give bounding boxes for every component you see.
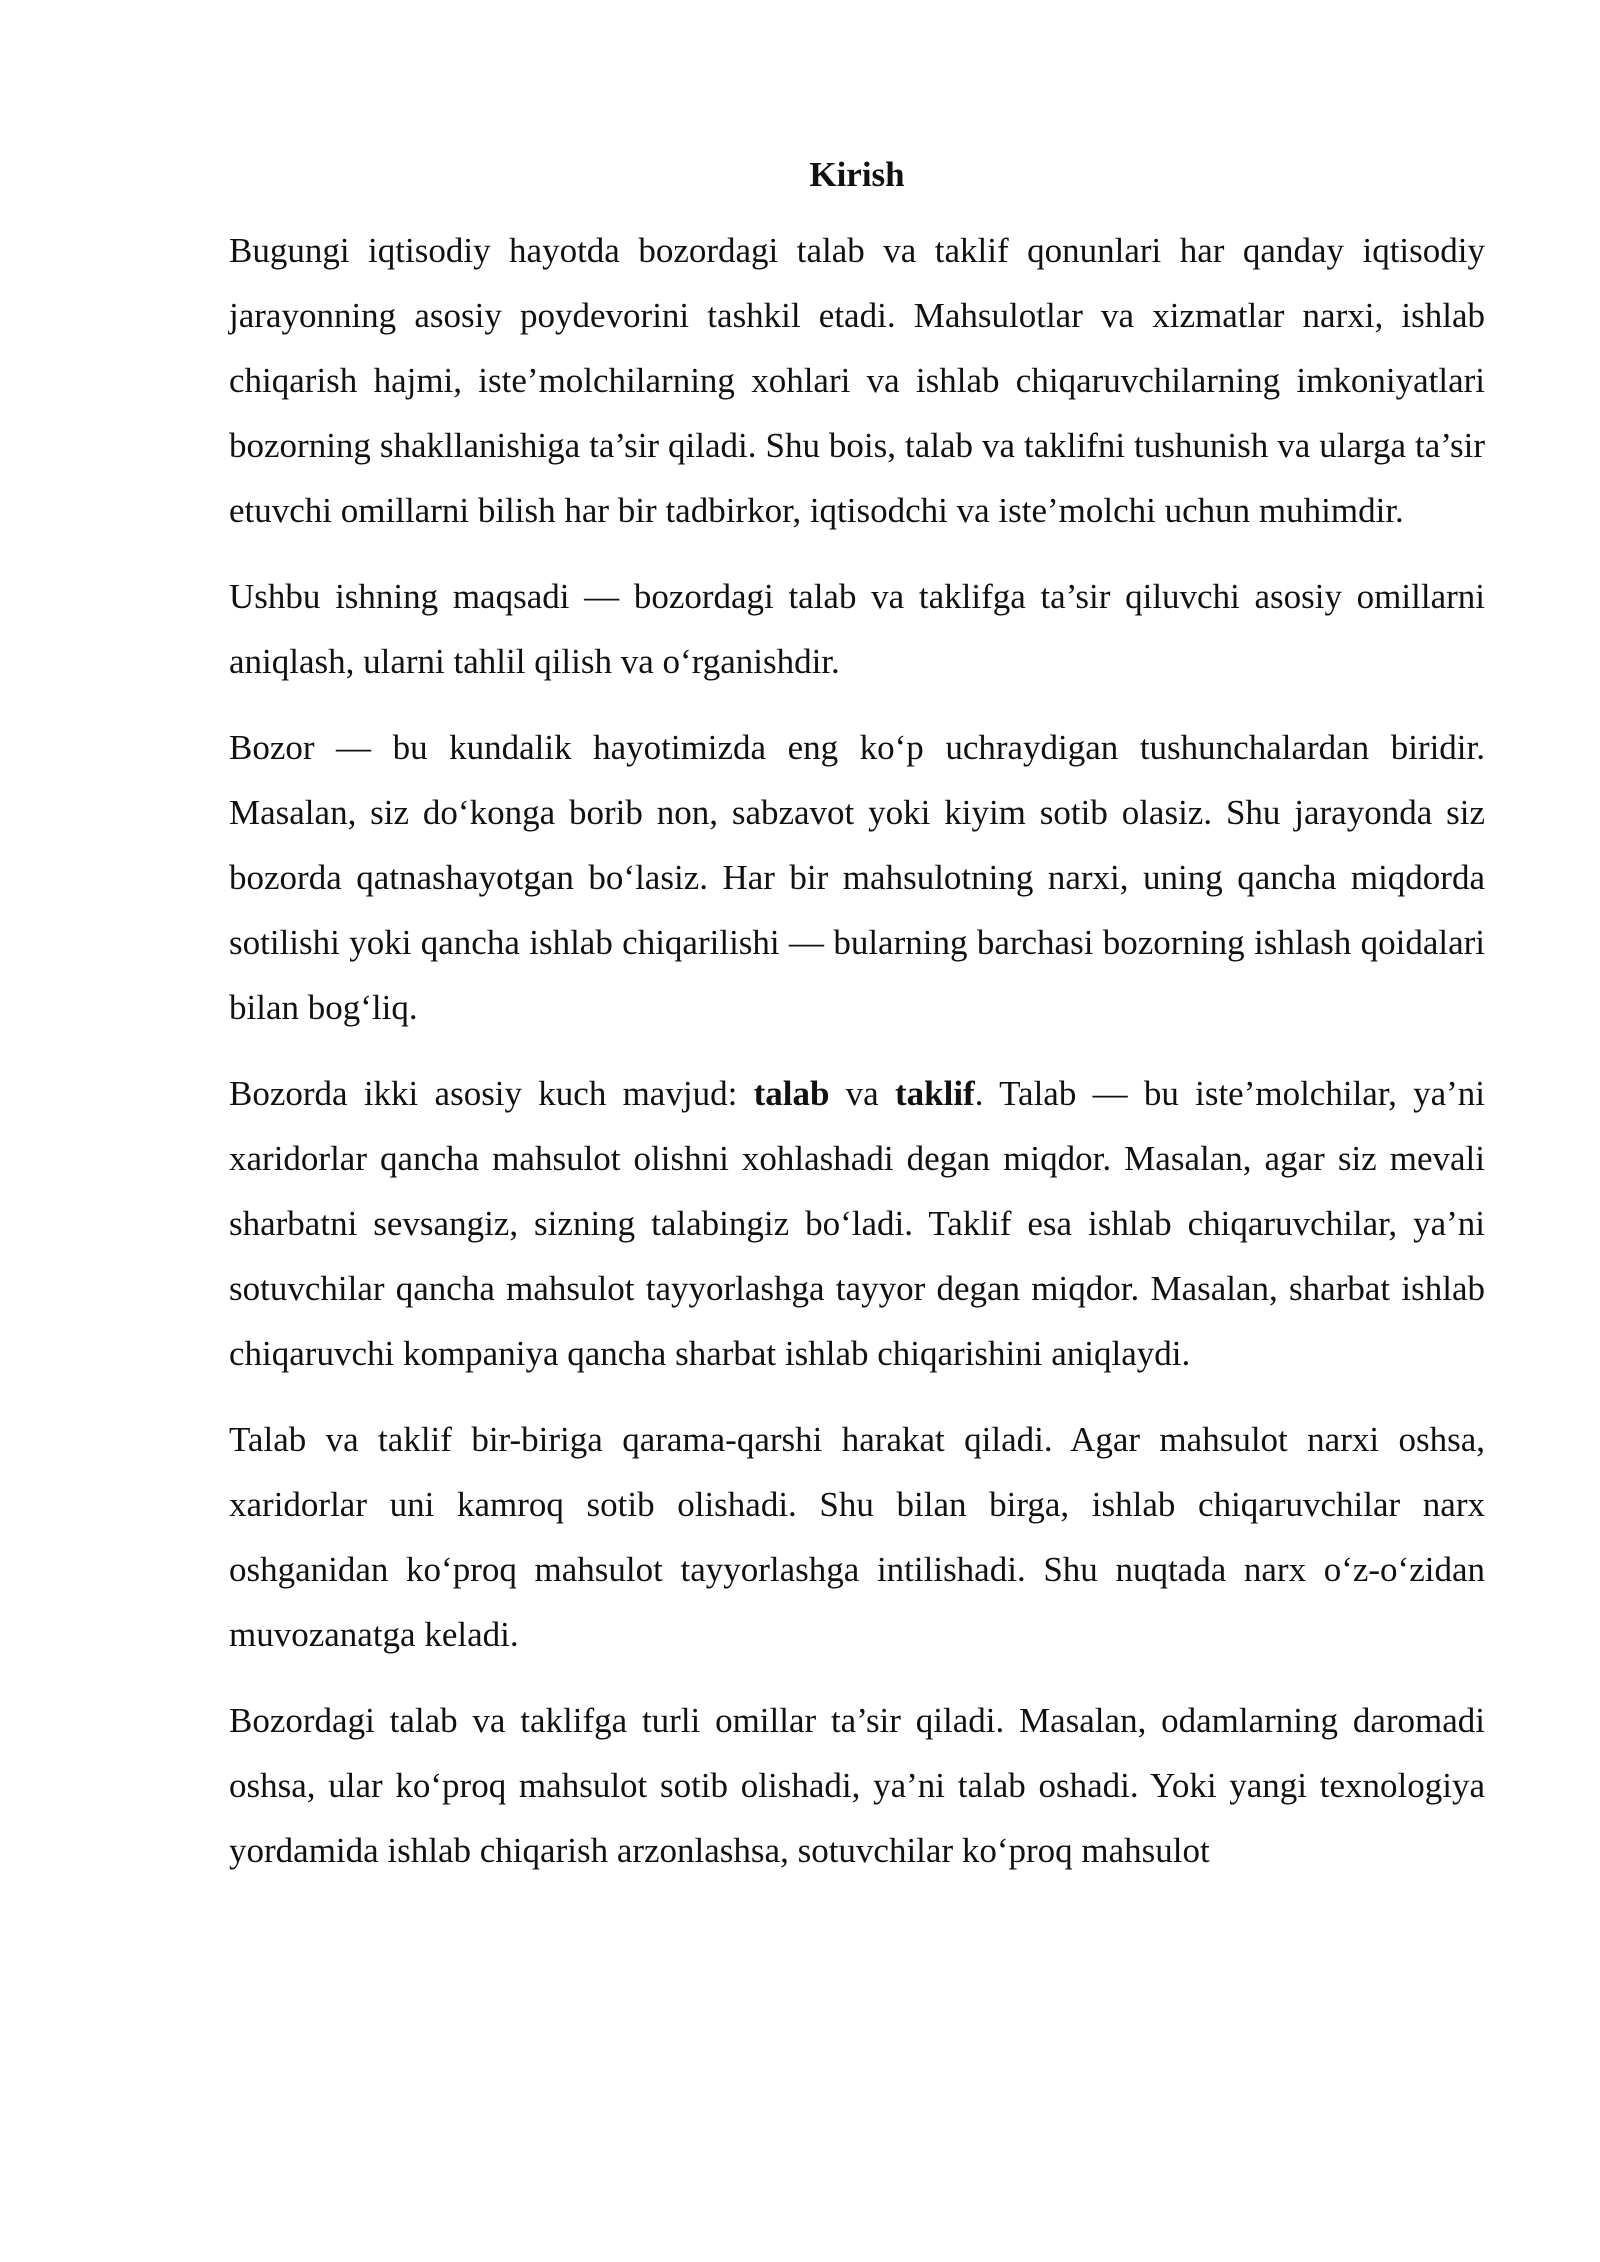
term-talab: talab bbox=[753, 1074, 830, 1113]
term-taklif: taklif bbox=[894, 1074, 975, 1113]
paragraph-forces-text-start: Bozorda ikki asosiy kuch mavjud: bbox=[229, 1074, 754, 1113]
document-body bbox=[229, 148, 1485, 1904]
paragraph-forces-text-middle: va bbox=[829, 1074, 895, 1113]
paragraph-forces-text-end: . Talab — bu iste’molchilar, ya’ni xaridorlar qancha mahsulot olishni xohlashadi degan miqdor. Masalan, agar siz mevali sharbatni sevsangiz, sizning talabingiz bo‘ladi. Taklif esa ishlab chiqaruvchilar, ya’ni sotuvchilar qancha mahsulot tayyorlashga tayyor degan miqdor. Masalan, sharbat ishlab chiqaruvchi kompaniya qancha sharbat ishlab chiqarishini aniqlaydi. bbox=[229, 1074, 1485, 1373]
paragraph-market: Bozor — bu kundalik hayotimizda eng ko‘p uchraydigan tushunchalardan biridir. Masalan, siz do‘konga borib non, sabzavot yoki kiyim sotib olasiz. Shu jarayonda siz bozorda qatnashayotgan bo‘lasiz. Har bir mahsulotning narxi, uning qancha miqdorda sotilishi yoki qancha ishlab chiqarilishi — bularning barchasi bozorning ishlash qoidalari bilan bog‘liq. bbox=[229, 728, 1485, 1027]
paragraph-opposition: Talab va taklif bir-biriga qarama-qarshi harakat qiladi. Agar mahsulot narxi oshsa, xaridorlar uni kamroq sotib olishadi. Shu bilan birga, ishlab chiqaruvchilar narx oshganidan ko‘proq mahsulot tayyorlashga intilishadi. Shu nuqtada narx o‘z-o‘zidan muvozanatga keladi. bbox=[229, 1420, 1485, 1654]
page-title: Kirish bbox=[809, 155, 905, 194]
paragraph-goal: Ushbu ishning maqsadi — bozordagi talab va taklifga ta’sir qiluvchi asosiy omillarni aniqlash, ularni tahlil qilish va o‘rganishdir. bbox=[229, 577, 1485, 681]
paragraph-forces bbox=[229, 1061, 1485, 1386]
paragraph-factors: Bozordagi talab va taklifga turli omillar ta’sir qiladi. Masalan, odamlarning daromadi oshsa, ular ko‘proq mahsulot sotib olishadi, ya’ni talab oshadi. Yoki yangi texnologiya yordamida ishlab chiqarish arzonlashsa, sotuvchilar ko‘proq mahsulot bbox=[229, 1701, 1485, 1870]
paragraph-intro: Bugungi iqtisodiy hayotda bozordagi talab va taklif qonunlari har qanday iqtisodiy jarayonning asosiy poydevorini tashkil etadi. Mahsulotlar va xizmatlar narxi, ishlab chiqarish hajmi, iste’molchilarning xohlari va ishlab chiqaruvchilarning imkoniyatlari bozorning shakllanishiga ta’sir qiladi. Shu bois, talab va taklifni tushunish va ularga ta’sir etuvchi omillarni bilish har bir tadbirkor, iqtisodchi va iste’molchi uchun muhimdir. bbox=[229, 231, 1485, 530]
